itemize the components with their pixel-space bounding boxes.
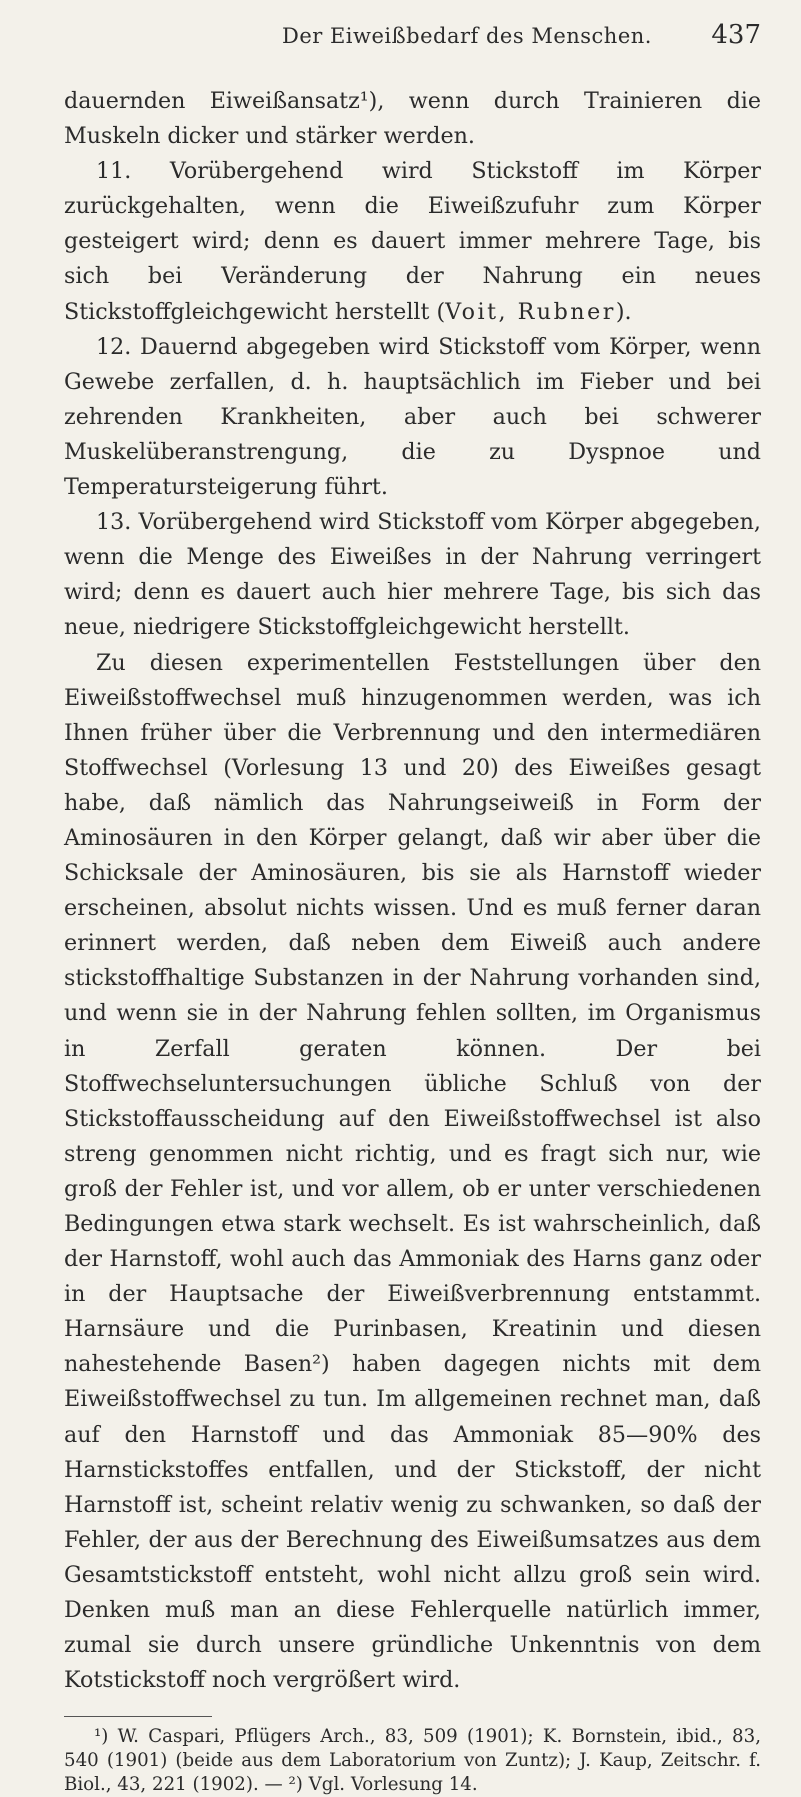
paragraph-main: Zu diesen experimentellen Feststellungen über den Eiweißstoffwechsel muß hinzugenommen werden, was ich Ihnen früher über die Verbrennung und den intermediären Stoffwechsel (Vorlesung 13 und 20) des Eiweißes gesagt habe, daß nämlich das Nahrungseiweiß in Form der Aminosäuren in den Körper gelangt, daß wir aber über die Schicksale der Aminosäuren, bis sie als Harnstoff wieder erscheinen, absolut nichts wissen. Und es muß ferner daran erinnert werden, daß neben dem Eiweiß auch andere stickstoffhaltige Substanzen in der Nahrung vorhanden sind, und wenn sie in der Nahrung fehlen sollten, im Organismus in Zerfall geraten können. Der bei Stoffwechseluntersuchungen übliche Schluß von der Stickstoffausscheidung auf den Eiweißstoffwechsel ist also streng genommen nicht richtig, und es fragt sich nur, wie groß der Fehler ist, und vor allem, ob er unter verschiedenen Bedingungen etwa stark wechselt. Es ist wahrscheinlich, daß der Harnstoff, wohl auch das Ammoniak des Harns ganz oder in der Hauptsache der Eiweißverbrennung entstammt. Harnsäure und die Purinbasen, Kreatinin und diesen nahestehende Basen²) haben dagegen nichts mit dem Eiweißstoffwechsel zu tun. Im allgemeinen rechnet man, daß auf den Harnstoff und das Ammoniak 85—90% des Harnstickstoffes entfallen, und der Stickstoff, der nicht Harnstoff ist, scheint relativ wenig zu schwanken, so daß der Fehler, der aus der Berechnung des Eiweißumsatzes aus dem Gesamtstickstoff entsteht, wohl nicht allzu groß sein wird. Denken muß man an diese Fehlerquelle natürlich immer, zumal sie durch unsere gründliche Unkenntnis von dem Kotstickstoff noch vergrößert wird. [64, 649, 761, 1694]
cited-authors: Voit, Rubner [445, 298, 616, 325]
paragraph-11 [64, 154, 761, 329]
running-title: Der Eiweißbedarf des Menschen. [282, 24, 652, 48]
footnote-rule [64, 1716, 212, 1717]
footnote-text: ¹) W. Caspari, Pflügers Arch., 83, 509 (1901); K. Bornstein, ibid., 83, 540 (1901) (beide aus dem Laboratorium von Zuntz); J. Kaup, Zeitschr. f. Biol., 43, 221 (1902). — ²) Vgl. Vorlesung 14. [64, 1726, 761, 1796]
paragraph-13: 13. Vorübergehend wird Stickstoff vom Körper abgegeben, wenn die Menge des Eiweißes in der Nahrung verringert wird; denn es dauert auch hier mehrere Tage, bis sich das neue, niedrigere Stickstoffgleichgewicht herstellt. [64, 509, 761, 641]
running-header [64, 14, 761, 54]
footnotes [64, 1725, 761, 1797]
paragraph-12: 12. Dauernd abgegeben wird Stickstoff vom Körper, wenn Gewebe zerfallen, d. h. hauptsächlich im Fieber und bei zehrenden Krankheiten, aber auch bei schwerer Muskelüberanstrengung, die zu Dyspnoe und Temperatursteigerung führt. [64, 333, 761, 501]
paragraph-11-end: ). [615, 298, 632, 325]
paragraph-continuation: dauernden Eiweißansatz¹), wenn durch Trainieren die Muskeln dicker und stärker werden. [64, 88, 761, 150]
page-number: 437 [711, 20, 761, 50]
paragraph-11-text: 11. Vorübergehend wird Stickstoff im Körper zurückgehalten, wenn die Eiweißzufuhr zum Körper gesteigert wird; denn es dauert immer mehrere Tage, bis sich bei Veränderung der Nahrung ein neues Stickstoffgleichgewicht herstellt ( [64, 158, 761, 325]
main-text [64, 84, 761, 1698]
